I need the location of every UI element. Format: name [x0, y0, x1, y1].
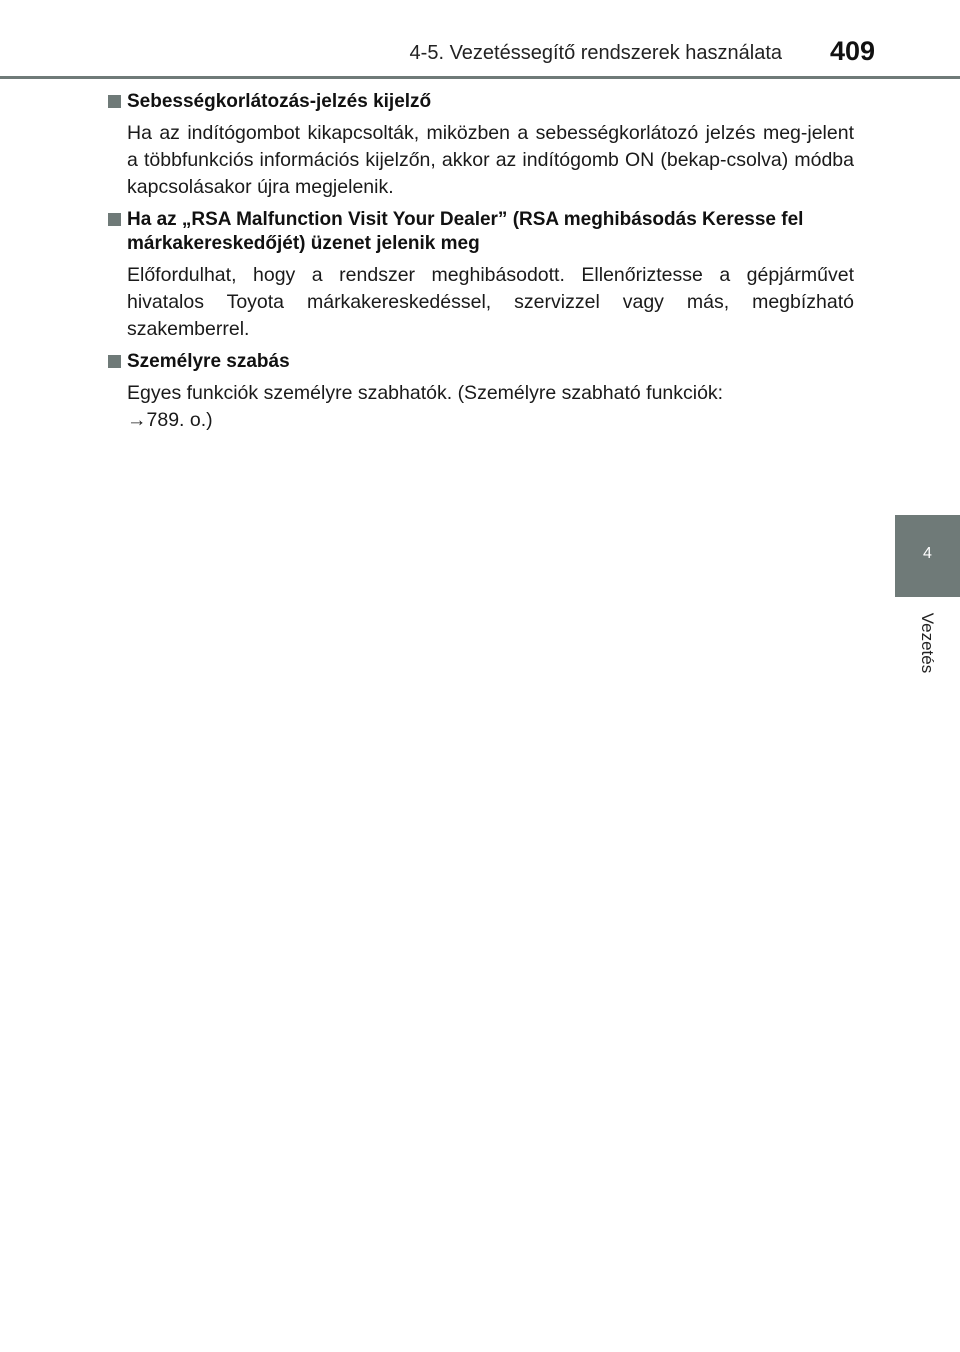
- heading-text: Ha az „RSA Malfunction Visit Your Dealer” (RSA meghibásodás Keresse fel márkakereskedőjét) üzenet jelenik meg: [127, 209, 804, 254]
- section-customization: [108, 350, 854, 434]
- reference-text: 789. o.): [146, 409, 213, 431]
- body-line: Egyes funkciók személyre szabhatók. (Személyre szabható funkciók:: [127, 382, 724, 404]
- section-body: [127, 380, 854, 434]
- heading-text: Sebességkorlátozás-jelzés kijelző: [127, 91, 432, 112]
- section-heading: [108, 208, 854, 256]
- header-divider: [0, 76, 960, 79]
- page-content: [108, 90, 854, 441]
- page-number: 409: [830, 36, 876, 66]
- section-title: 4-5. Vezetéssegítő rendszerek használata: [409, 42, 782, 64]
- section-heading: [108, 350, 854, 374]
- section-speed-limit-display: [108, 90, 854, 201]
- heading-text: Személyre szabás: [127, 351, 290, 372]
- section-body: Ha az indítógombot kikapcsolták, miközben a sebességkorlátozó jelzés meg-jelent a többfunkciós információs kijelzőn, akkor az indítógomb ON (bekap-csolva) módba kapcsolásakor újra megjelenik.: [127, 122, 854, 198]
- chapter-number: 4: [923, 545, 932, 562]
- square-bullet-icon: [108, 355, 121, 368]
- section-body: Előfordulhat, hogy a rendszer meghibásodott. Ellenőriztesse a gépjárművet hivatalos Toyota márkakereskedéssel, szervizzel vagy más, megbízható szakemberrel.: [127, 264, 854, 340]
- square-bullet-icon: [108, 213, 121, 226]
- section-rsa-malfunction: [108, 208, 854, 343]
- page-reference: [127, 407, 854, 434]
- arrow-right-icon: →: [127, 409, 147, 431]
- section-heading: [108, 90, 854, 114]
- chapter-label: Vezetés: [918, 612, 937, 674]
- square-bullet-icon: [108, 95, 121, 108]
- chapter-tab: [895, 515, 960, 597]
